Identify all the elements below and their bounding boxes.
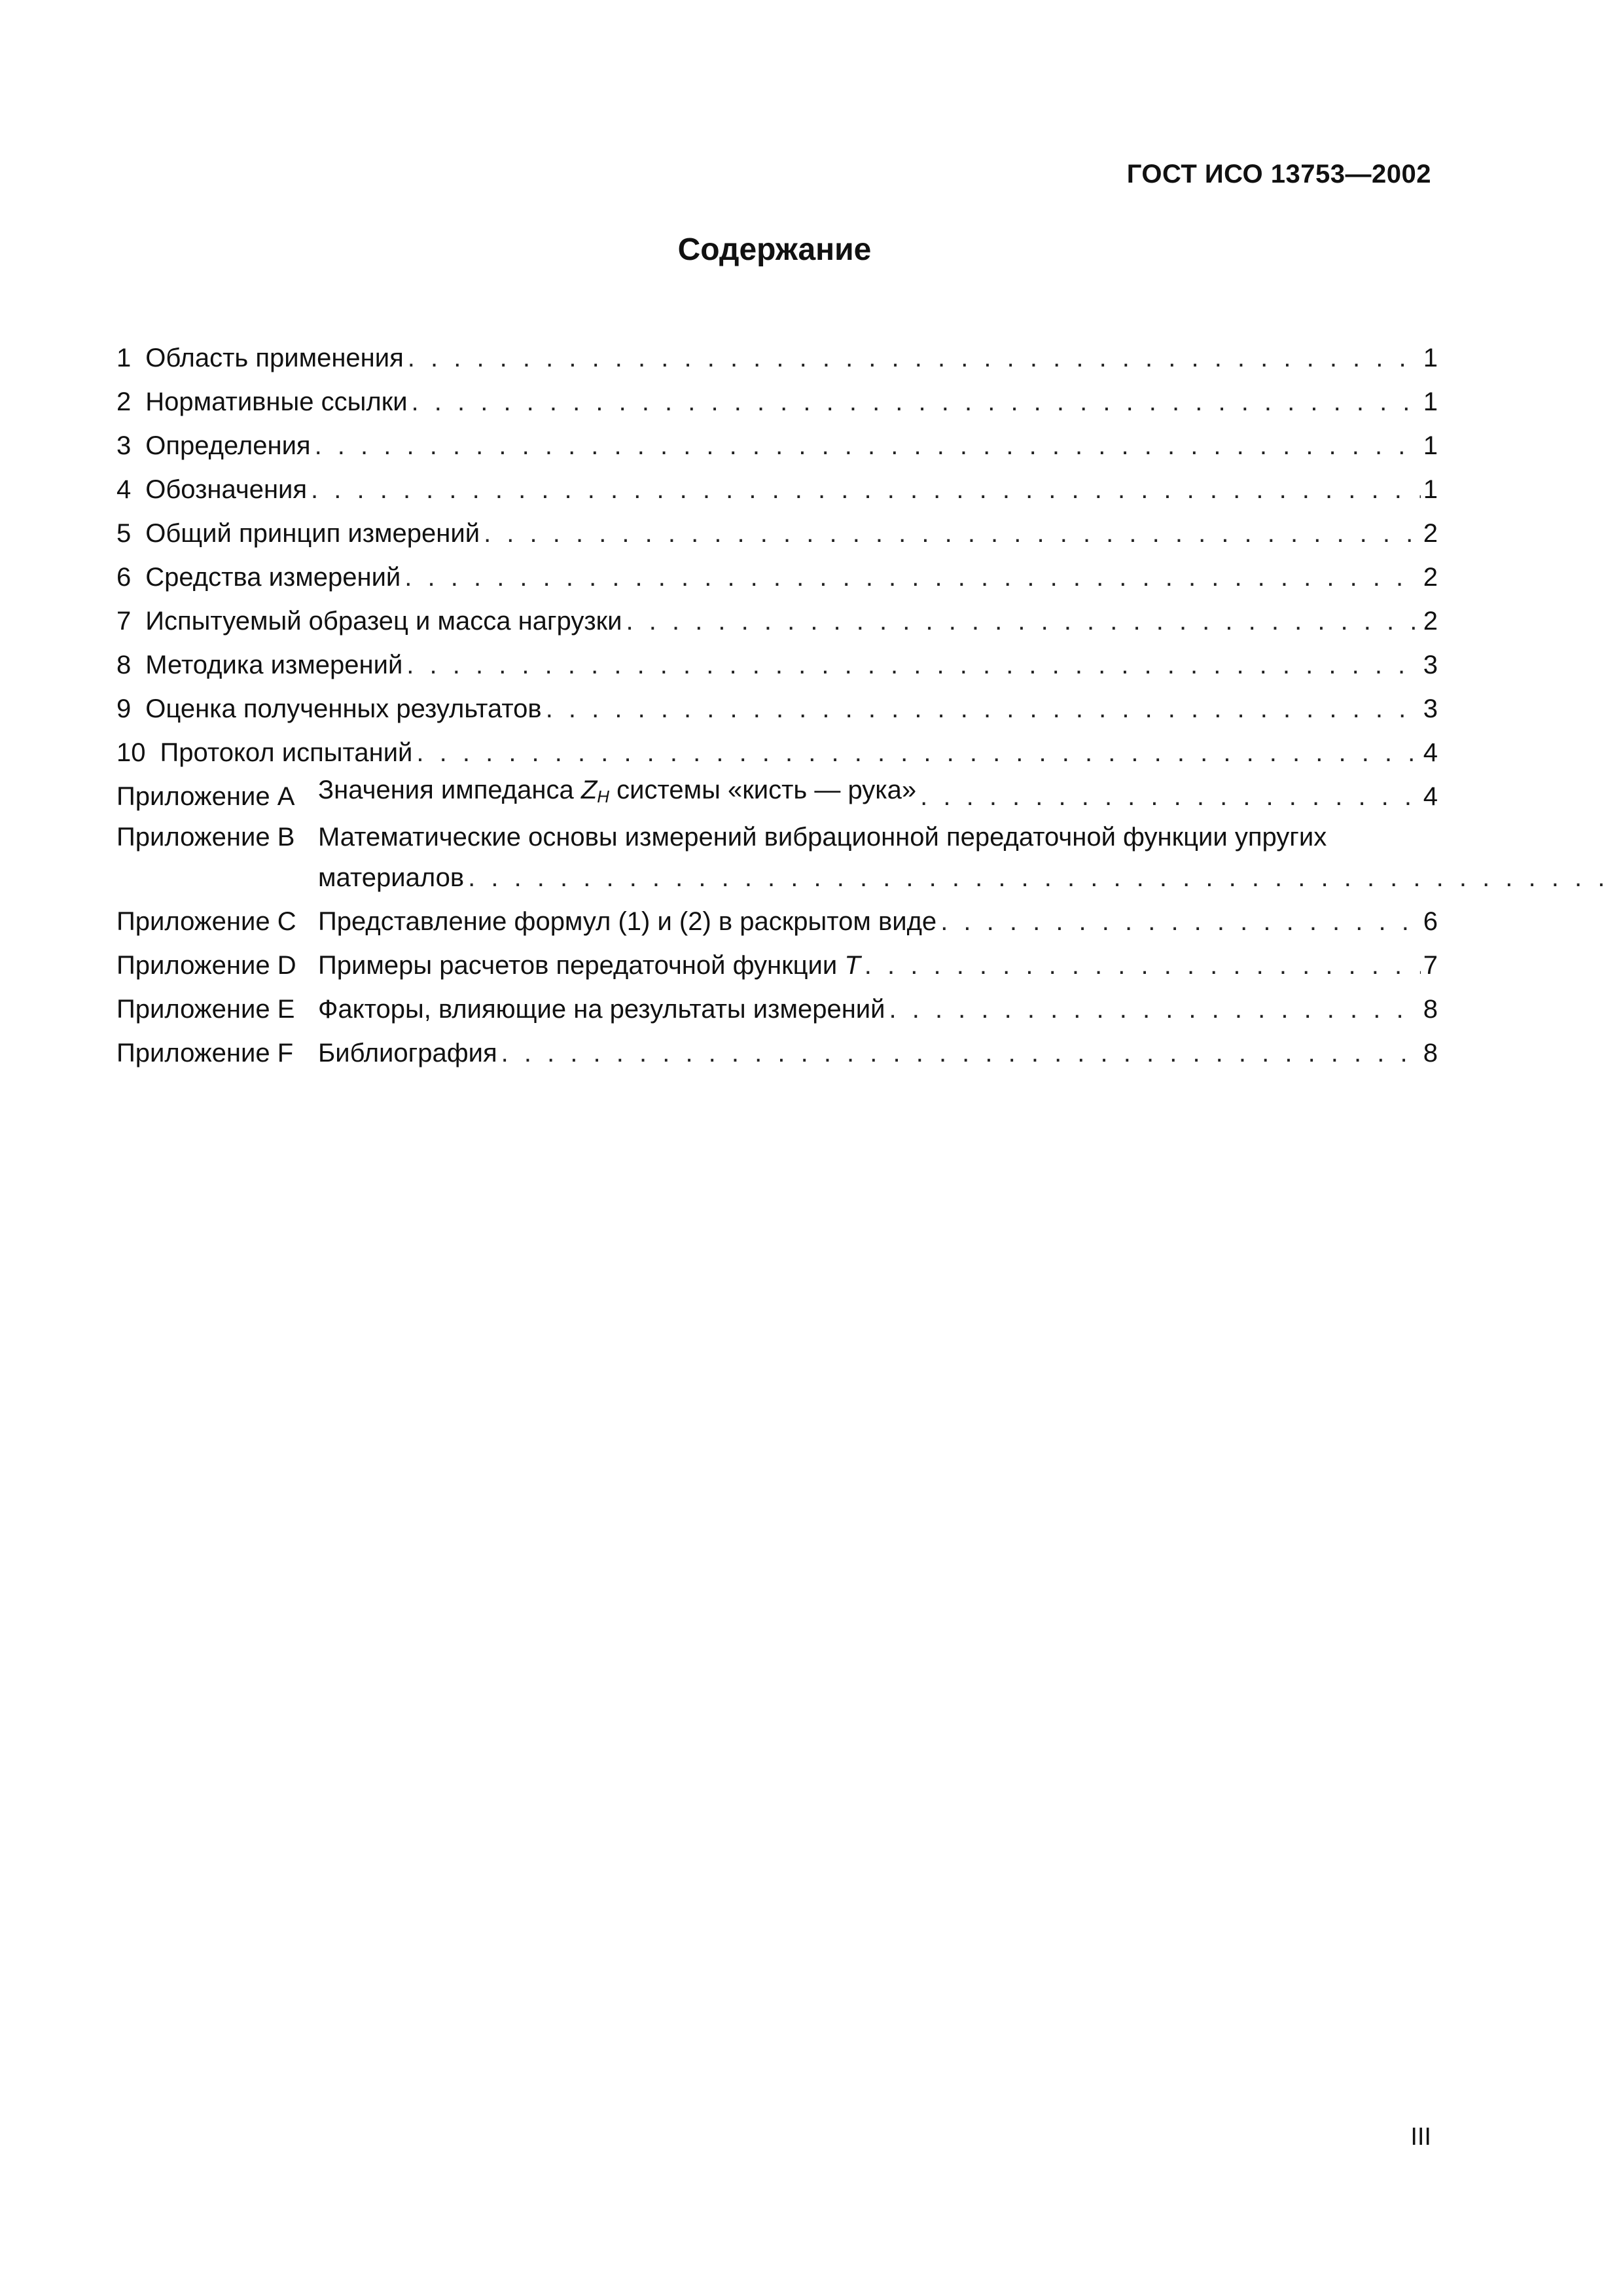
section-number: 3 — [116, 431, 132, 460]
appendix-label: Приложение C — [116, 907, 296, 936]
section-title: Область применения — [145, 344, 404, 372]
section-number: 8 — [116, 651, 132, 679]
appendix-label: Приложение F — [116, 1039, 294, 1067]
section-title: Средства измерений — [145, 563, 401, 592]
section-number: 4 — [116, 475, 132, 504]
page-number: 3 — [1423, 694, 1438, 723]
section-title: Обозначения — [145, 475, 308, 504]
toc-entry-appendix-f[interactable] — [116, 1025, 1438, 1069]
appendix-title: Факторы, влияющие на результаты измерений — [318, 995, 885, 1024]
toc-entry-appendix-e[interactable] — [116, 981, 1438, 1025]
dot-leader — [416, 737, 1420, 768]
dot-leader — [865, 950, 1421, 981]
page-number: 8 — [1423, 1039, 1438, 1067]
page-number: 3 — [1423, 651, 1438, 679]
toc-entry-section-6[interactable] — [116, 549, 1438, 593]
dot-leader — [546, 693, 1421, 725]
section-number: 2 — [116, 387, 132, 416]
dot-leader — [412, 386, 1421, 418]
appendix-title: Представление формул (1) и (2) в раскрытом виде — [318, 907, 937, 936]
dot-leader — [408, 342, 1421, 374]
page-number: 8 — [1423, 995, 1438, 1024]
page-number: 4 — [1423, 738, 1438, 767]
toc-entry-appendix-c[interactable] — [116, 893, 1438, 937]
dot-leader — [501, 1037, 1421, 1069]
section-title: Нормативные ссылки — [145, 387, 408, 416]
appendix-title: Библиография — [318, 1039, 497, 1067]
dot-leader — [940, 906, 1421, 937]
dot-leader — [406, 649, 1420, 681]
toc-entry-section-5[interactable] — [116, 505, 1438, 549]
section-number: 5 — [116, 519, 132, 548]
section-number: 6 — [116, 563, 132, 592]
page-number: 1 — [1423, 387, 1438, 416]
section-number: 10 — [116, 738, 146, 767]
toc-entry-section-9[interactable] — [116, 681, 1438, 725]
toc-entry-section-10[interactable] — [116, 725, 1438, 768]
page-number: 2 — [1423, 563, 1438, 592]
appendix-label: Приложение E — [116, 995, 295, 1024]
section-title: Испытуемый образец и масса нагрузки — [145, 607, 622, 636]
section-title: Методика измерений — [145, 651, 403, 679]
toc-entry-section-8[interactable] — [116, 637, 1438, 681]
dot-leader — [626, 605, 1421, 637]
dot-leader — [468, 862, 1623, 893]
appendix-title-line-2: материалов — [318, 863, 465, 892]
page-number: 2 — [1423, 607, 1438, 636]
table-of-contents — [116, 330, 1438, 1069]
appendix-title: Примеры расчетов передаточной функции T — [318, 951, 861, 980]
dot-leader — [889, 994, 1420, 1025]
page-number: 6 — [1423, 907, 1438, 936]
toc-entry-section-1[interactable] — [116, 330, 1438, 374]
toc-entry-appendix-b[interactable] — [116, 812, 1438, 893]
document-code: ГОСТ ИСО 13753—2002 — [1126, 160, 1431, 188]
page-number: 7 — [1423, 951, 1438, 980]
toc-entry-appendix-a[interactable] — [116, 768, 1438, 812]
dot-leader — [315, 430, 1421, 461]
dot-leader — [920, 781, 1421, 812]
appendix-title: Значения импеданса $Z_H$ системы «кисть — рука» — [318, 776, 917, 806]
page-number: 1 — [1423, 431, 1438, 460]
toc-title: Содержание — [677, 232, 872, 267]
section-title: Протокол испытаний — [160, 738, 413, 767]
toc-entry-section-4[interactable] — [116, 461, 1438, 505]
section-number: 1 — [116, 344, 132, 372]
page-number: 2 — [1423, 519, 1438, 548]
section-title: Общий принцип измерений — [145, 519, 480, 548]
page-number: 4 — [1423, 782, 1438, 811]
toc-entry-section-7[interactable] — [116, 593, 1438, 637]
appendix-title-line-1: Математические основы измерений вибрационной передаточной функции упругих — [318, 823, 1327, 852]
section-title: Определения — [145, 431, 311, 460]
toc-entry-section-2[interactable] — [116, 374, 1438, 418]
dot-leader — [484, 518, 1421, 549]
appendix-label: Приложение D — [116, 951, 296, 980]
section-number: 7 — [116, 607, 132, 636]
section-title: Оценка полученных результатов — [145, 694, 542, 723]
toc-entry-section-3[interactable] — [116, 418, 1438, 461]
page-number: 1 — [1423, 475, 1438, 504]
page-number-roman: III — [1410, 2123, 1431, 2151]
appendix-label: Приложение B — [116, 823, 295, 852]
dot-leader — [311, 474, 1421, 505]
page-number: 1 — [1423, 344, 1438, 372]
dot-leader — [404, 562, 1420, 593]
toc-entry-appendix-d[interactable] — [116, 937, 1438, 981]
section-number: 9 — [116, 694, 132, 723]
appendix-label: Приложение A — [116, 782, 295, 811]
